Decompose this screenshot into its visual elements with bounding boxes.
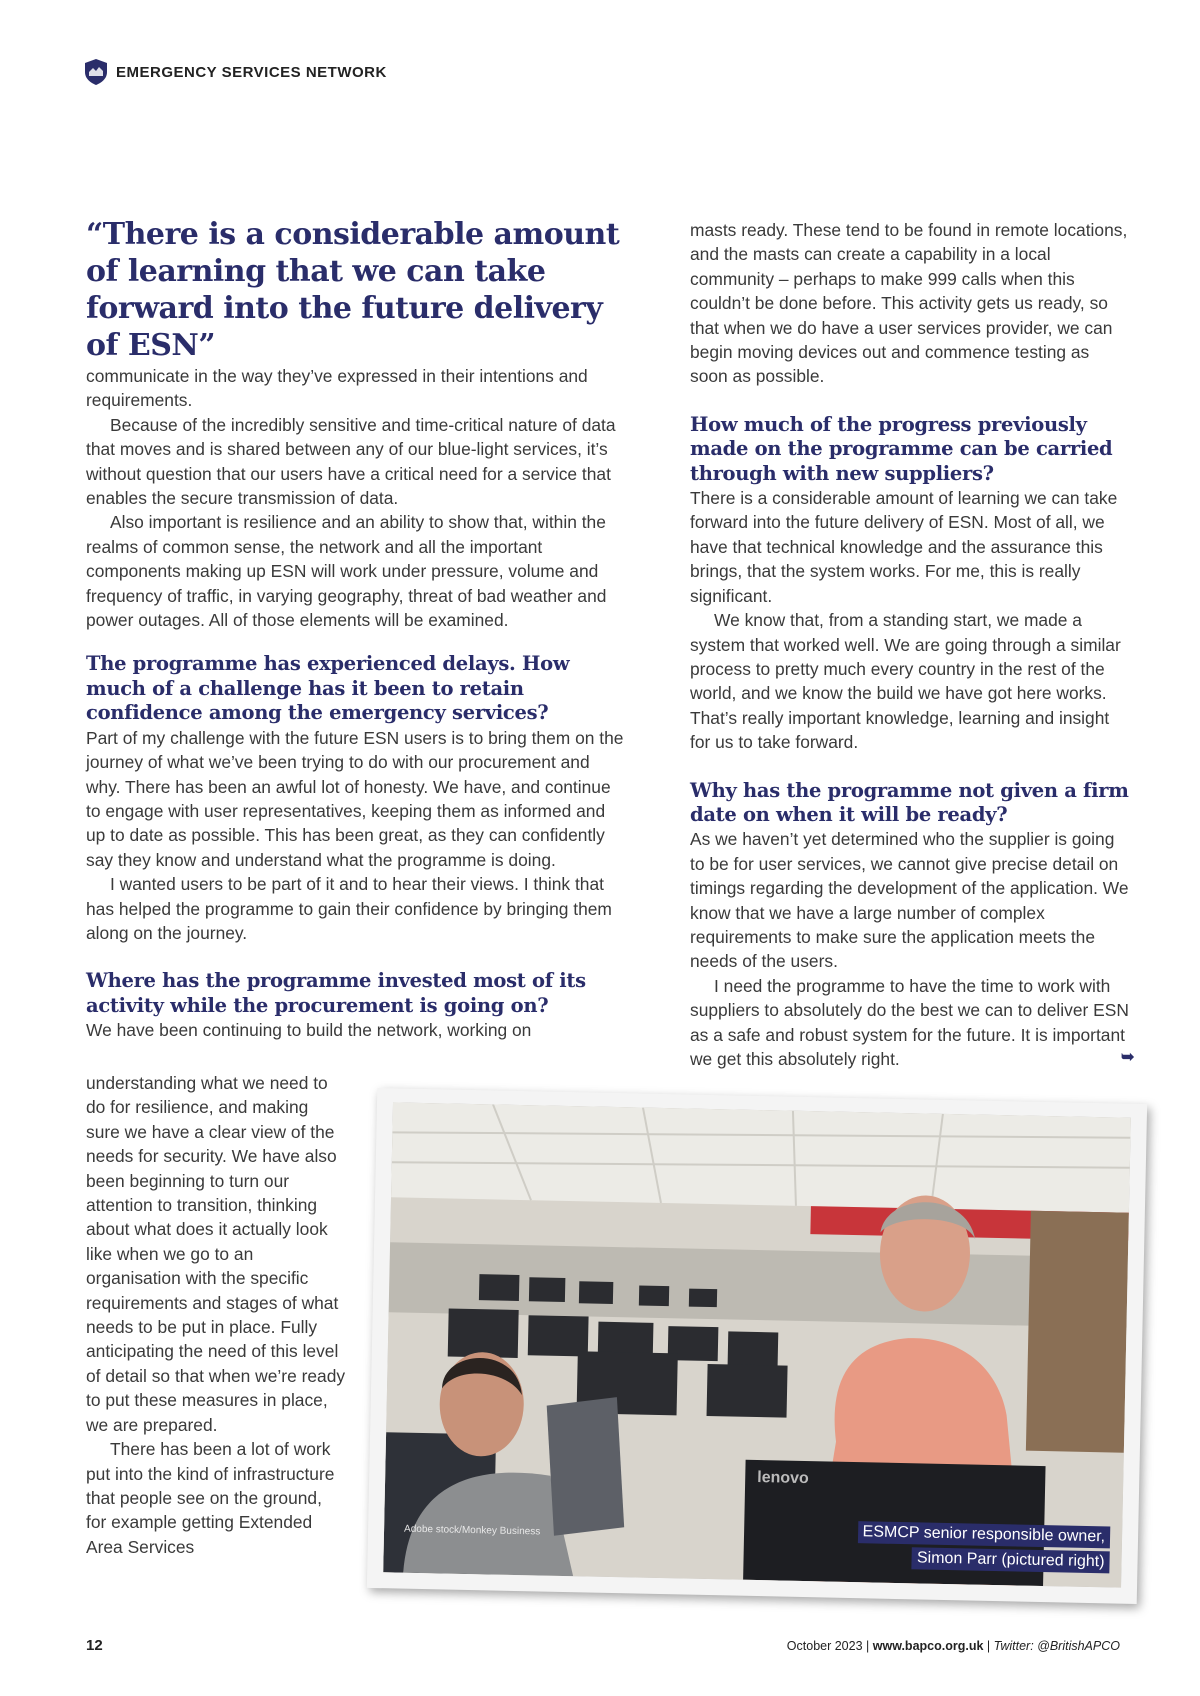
photo-credit: Adobe stock/Monkey Business	[403, 1523, 541, 1538]
shield-icon	[84, 58, 108, 86]
page-number: 12	[86, 1637, 103, 1654]
pull-quote: “There is a considerable amount of learning that we can take forward into the future delivery of ESN”	[86, 217, 620, 363]
section-title: EMERGENCY SERVICES NETWORK	[116, 63, 387, 81]
paragraph: communicate in the way they’ve expressed in their intentions and requirements.	[86, 366, 588, 411]
right-column	[690, 218, 1130, 1071]
paragraph: Also important is resilience and an ability to show that, within the realms of common sense, the network and all the important components making up ESN will work under pressure, volume and frequency of traffic, in varying geography, threat of bad weather and power outages. All of those elements will be examined.	[86, 512, 607, 631]
caption-line: Simon Parr (pictured right)	[912, 1547, 1110, 1573]
paragraph: We have been continuing to build the network, working on	[86, 1020, 532, 1041]
photo-caption	[857, 1518, 1110, 1573]
paragraph: Because of the incredibly sensitive and time-critical nature of data that moves and is shared between any of our blue-light services, it’s without question that our users have a critical need for a service that enables the secure transmission of data.	[86, 414, 616, 509]
footer-twitter[interactable]: Twitter: @BritishAPCO	[993, 1639, 1120, 1653]
question-heading: How much of the progress previously made on the programme can be carried through with new suppliers?	[690, 412, 1113, 485]
paragraph: understanding what we need to do for resilience, and making sure we have a clear view of the needs for security. We have also been beginning to turn our attention to transition, thinking about what does it actually look like when we go to an organisation with the specific requirements and stages of what needs to be put in place. Fully anticipating the need of this level of detail so that when we’re ready to put these measures in place, we are prepared.	[86, 1073, 346, 1435]
paragraph: I need the programme to have the time to work with suppliers to absolutely do the best we can to deliver ESN as a safe and robust system for the future. It is important we get this absolutely right.	[690, 975, 1129, 1069]
footer-website[interactable]: www.bapco.org.uk	[872, 1639, 984, 1653]
question-heading: Where has the programme invested most of its activity while the procurement is going on?	[86, 969, 586, 1017]
paragraph: Part of my challenge with the future ESN users is to bring them on the journey of what we’ve been trying to do with our procurement and why. There has been an awful lot of honesty. We have, and continue to engage with user representatives, keeping them as informed and up to date as possible. This has been great, as they can confidently say they know and understand what the programme is doing.	[86, 727, 624, 870]
photo-frame	[367, 1088, 1147, 1604]
footer-info: October 2023 | www.bapco.org.uk | Twitter: @BritishAPCO	[786, 1639, 1120, 1653]
question-heading: The programme has experienced delays. How much of a challenge has it been to retain confidence among the emergency services?	[86, 652, 570, 725]
photo-illustration	[383, 1102, 1131, 1587]
office-photo	[383, 1102, 1131, 1587]
left-column-wrap	[86, 1071, 346, 1559]
footer-date: October 2023	[786, 1639, 863, 1653]
caption-line: ESMCP senior responsible owner,	[857, 1521, 1110, 1548]
continue-arrow-icon: ➥	[1121, 1049, 1135, 1066]
question-heading: Why has the programme not given a firm date on when it will be ready?	[690, 778, 1129, 826]
paragraph: We know that, from a standing start, we made a system that worked well. We are going through a similar process to pretty much every country in the rest of the world, and we know the build we have got here works. That’s really important knowledge, learning and insight for us to take forward.	[690, 610, 1121, 753]
paragraph: There is a considerable amount of learning we can take forward into the future delivery of ESN. Most of all, we have that technical knowledge and the assurance this brings, that the system works. For me, this is really significant.	[690, 488, 1118, 606]
paragraph: As we haven’t yet determined who the supplier is going to be for user services, we cannot give precise detail on timings regarding the development of the application. We know that we have a large number of complex requirements to make sure the application meets the needs of the users.	[690, 829, 1129, 972]
left-column	[86, 364, 626, 1043]
paragraph: There has been a lot of work put into the kind of infrastructure that people see on the ground, for example getting Extended Area Services	[86, 1439, 335, 1557]
paragraph: masts ready. These tend to be found in remote locations, and the masts can create a capability in a local community – perhaps to make 999 calls when this couldn’t be done before. This activity gets us ready, so that when we do have a user services provider, we can begin moving devices out and commence testing as soon as possible.	[690, 220, 1128, 387]
monitor-brand: lenovo	[757, 1469, 809, 1488]
paragraph: I wanted users to be part of it and to hear their views. I think that has helped the programme to gain their confidence by bringing them along on the journey.	[86, 874, 612, 943]
page-header	[84, 58, 387, 86]
